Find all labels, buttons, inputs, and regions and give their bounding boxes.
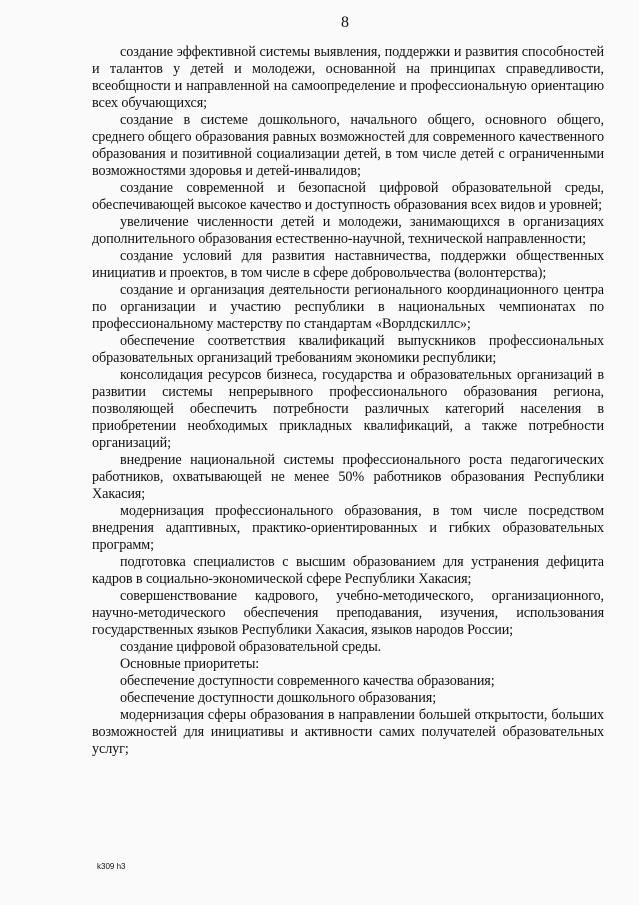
footer-document-code: k309 h3: [97, 862, 126, 871]
paragraph: подготовка специалистов с высшим образованием для устранения дефицита кадров в социально-экономической сфере Республики Хакасия;: [92, 554, 604, 587]
priority-item: модернизация сферы образования в направлении большей открытости, больших возможностей для инициативы и активности самих получателей образовательных услуг;: [92, 707, 604, 757]
paragraph: совершенствование кадрового, учебно-методического, организационного, научно-методического обеспечения преподавания, изучения, использования государственных языков Республики Хакасия, языков народов России;: [92, 588, 604, 638]
paragraph: создание эффективной системы выявления, поддержки и развития способностей и талантов у детей и молодежи, основанной на принципах справедливости, всеобщности и направленной на самоопределение и профессиональную ориентацию всех обучающихся;: [92, 44, 604, 111]
document-body: [92, 44, 604, 758]
priority-item: обеспечение доступности современного качества образования;: [120, 673, 495, 689]
section-heading: Основные приоритеты:: [120, 656, 260, 672]
paragraph: обеспечение соответствия квалификаций выпускников профессиональных образовательных организаций требованиям экономики республики;: [92, 333, 604, 366]
paragraph: модернизация профессионального образования, в том числе посредством внедрения адаптивных, практико-ориентированных и гибких образовательных программ;: [92, 503, 604, 553]
paragraph: создание и организация деятельности регионального координационного центра по организации и участию республики в национальных чемпионатах по профессиональному мастерству по стандартам «Ворлдскиллс»;: [92, 282, 604, 332]
paragraph: создание цифровой образовательной среды.: [120, 639, 382, 655]
paragraph: создание в системе дошкольного, начального общего, основного общего, среднего общего образования равных возможностей для современного качественного образования и позитивной социализации детей, в том числе детей с ограниченными возможностями здоровья и детей-инвалидов;: [92, 112, 604, 179]
paragraph: увеличение численности детей и молодежи, занимающихся в организациях дополнительного образования естественно-научной, технической направленности;: [92, 214, 604, 247]
priority-item: обеспечение доступности дошкольного образования;: [120, 690, 437, 706]
page-number: 8: [341, 14, 349, 31]
paragraph: создание условий для развития наставничества, поддержки общественных инициатив и проектов, в том числе в сфере добровольчества (волонтерства);: [92, 248, 604, 281]
paragraph: консолидация ресурсов бизнеса, государства и образовательных организаций в развитии системы непрерывного профессионального образования региона, позволяющей обеспечить потребности различных категорий населения в приобретении необходимых прикладных квалификаций, а также потребности организаций;: [92, 367, 604, 451]
paragraph: внедрение национальной системы профессионального роста педагогических работников, охватывающей не менее 50% работников образования Республики Хакасия;: [92, 452, 604, 502]
paragraph: создание современной и безопасной цифровой образовательной среды, обеспечивающей высокое качество и доступность образования всех видов и уровней;: [92, 180, 604, 213]
